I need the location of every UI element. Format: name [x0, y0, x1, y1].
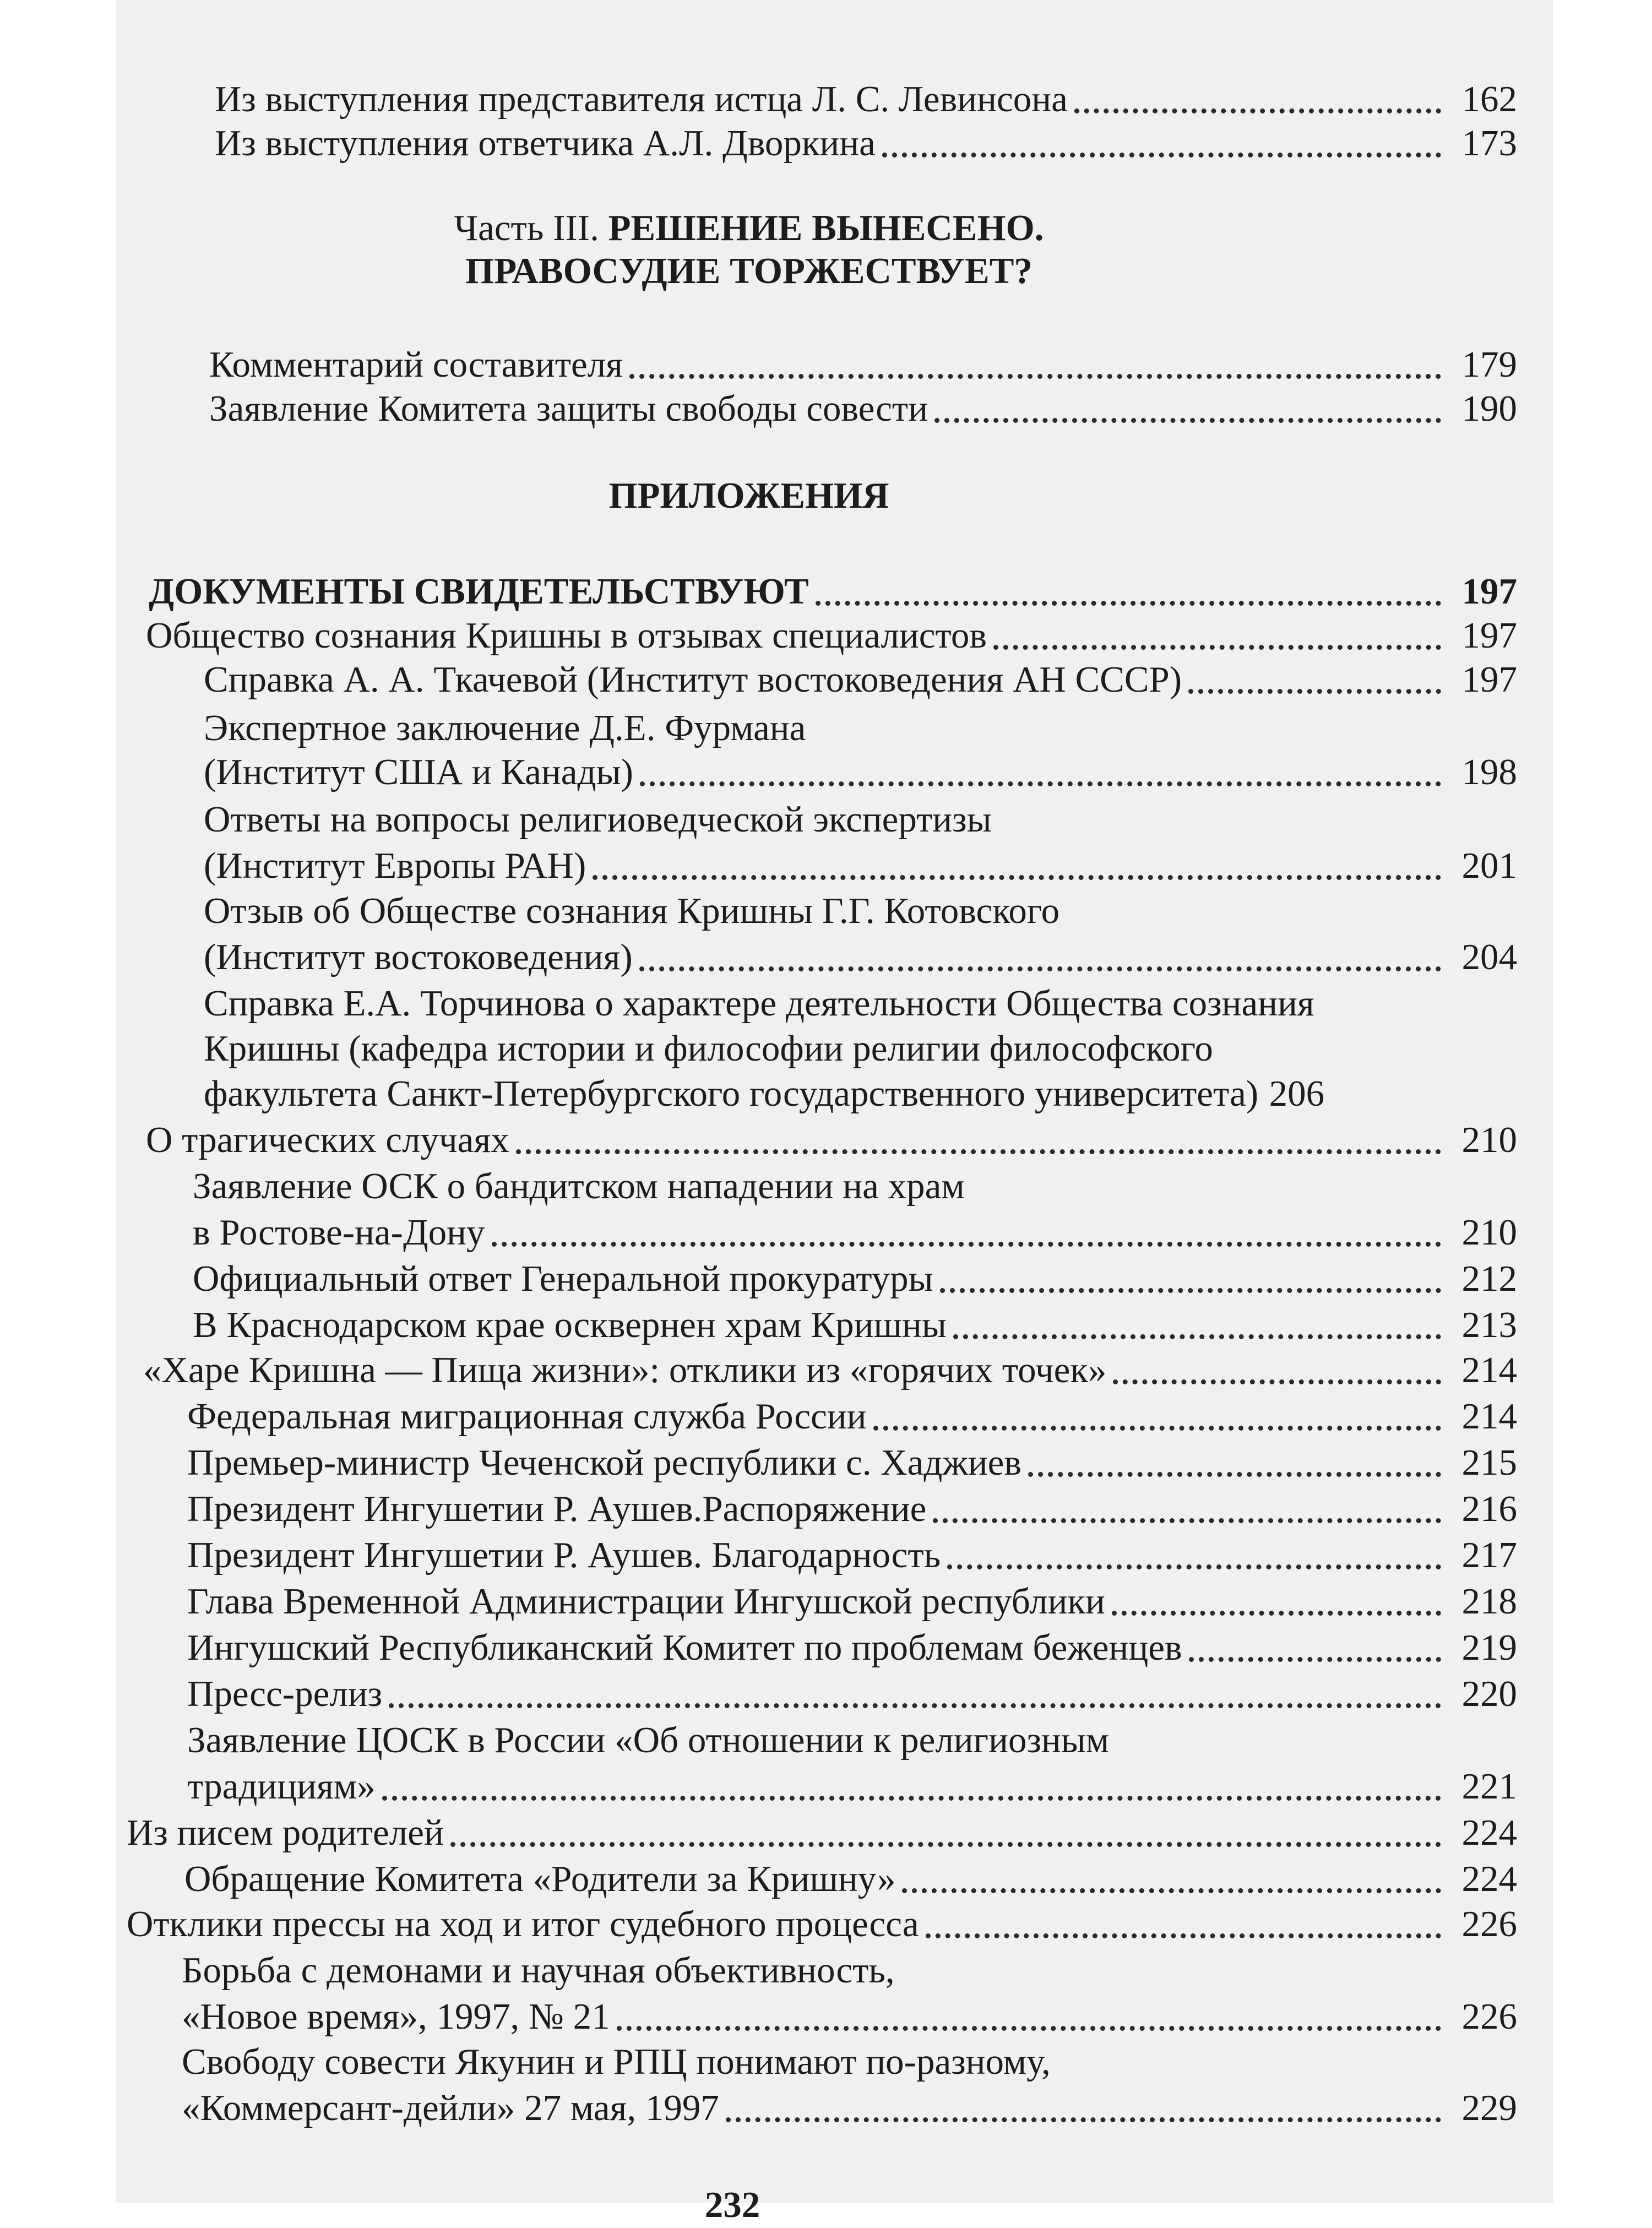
dot-leader — [1112, 1611, 1441, 1616]
dot-leader — [993, 645, 1441, 650]
toc-entry-line: Ответы на вопросы религиоведческой экспертизы — [204, 799, 992, 840]
toc-entry-line: Справка Е.А. Торчинова о характере деятельности Общества сознания — [204, 983, 1314, 1024]
toc-entry-title: «Новое время», 1997, № 21 — [182, 1996, 610, 2037]
toc-entry-line: Заявление ОСК о бандитском нападении на храм — [193, 1166, 965, 1207]
toc-entry-title: Президент Ингушетии Р. Аушев.Распоряжение — [187, 1488, 927, 1529]
table-of-contents — [116, 0, 1553, 2203]
toc-entry-page: 197 — [1461, 571, 1517, 612]
toc-entry-title: «Коммерсант-дейли» 27 мая, 1997 — [182, 2088, 719, 2128]
toc-entry-page: 224 — [1461, 1812, 1517, 1853]
toc-entry-line: Свободу совести Якунин и РПЦ понимают по-разному, — [182, 2041, 1051, 2082]
toc-entry[interactable] — [187, 1624, 1517, 1671]
toc-entry-title: «Харе Кришна — Пища жизни»: отклики из «горячих точек» — [143, 1350, 1107, 1390]
dot-leader — [926, 1933, 1441, 1938]
toc-entry[interactable] — [146, 1117, 1517, 1163]
toc-entry-title: О трагических случаях — [146, 1120, 509, 1160]
toc-entry[interactable] — [184, 1856, 1517, 1902]
toc-entry[interactable] — [127, 1809, 1517, 1856]
toc-entry-title: в Ростове-на-Дону — [193, 1212, 485, 1253]
toc-entry-title: Заявление Комитета защиты свободы совести — [209, 388, 928, 429]
toc-entry[interactable] — [187, 1393, 1517, 1439]
toc-entry-line: Экспертное заключение Д.Е. Фурмана — [204, 708, 806, 748]
toc-entry-title: (Институт США и Канады) — [204, 752, 633, 792]
toc-entry[interactable] — [187, 1439, 1517, 1486]
toc-entry-page: 213 — [1461, 1305, 1517, 1345]
dot-leader — [1189, 1657, 1441, 1662]
toc-entry[interactable] — [204, 843, 1517, 889]
toc-entry-page: 206 — [1269, 1073, 1325, 1114]
toc-entry-page: 226 — [1461, 1996, 1517, 2037]
toc-entry[interactable] — [193, 1256, 1517, 1302]
toc-entry-title: Из выступления представителя истца Л. С. Левинсона — [215, 79, 1068, 119]
dot-leader — [882, 153, 1441, 157]
part-title-line2: ПРАВОСУДИЕ ТОРЖЕСТВУЕТ? — [465, 251, 1032, 291]
toc-entry[interactable] — [187, 1578, 1517, 1624]
dot-leader — [816, 601, 1441, 606]
toc-entry[interactable] — [209, 341, 1517, 388]
part-title-line1: РЕШЕНИЕ ВЫНЕСЕНО. — [608, 208, 1044, 248]
toc-entry-page: 226 — [1461, 1904, 1517, 1944]
toc-entry-page: 214 — [1461, 1396, 1517, 1437]
toc-entry-page: 201 — [1461, 845, 1517, 886]
dot-leader — [516, 1149, 1441, 1154]
toc-entry-line: Отзыв об Обществе сознания Кришны Г.Г. Котовского — [204, 890, 1060, 931]
toc-entry-title: Обращение Комитета «Родители за Кришну» — [184, 1859, 896, 1899]
toc-entry-page: 214 — [1461, 1350, 1517, 1390]
dot-leader — [450, 1842, 1441, 1847]
dot-leader — [902, 1888, 1441, 1893]
toc-entry-page: 212 — [1461, 1258, 1517, 1299]
dot-leader — [873, 1426, 1441, 1431]
toc-entry-page: 229 — [1461, 2088, 1517, 2128]
dot-leader — [1113, 1379, 1441, 1384]
dot-leader — [940, 1288, 1441, 1293]
toc-entry[interactable] — [187, 1671, 1517, 1717]
toc-entry-title: Комментарий составителя — [209, 344, 623, 385]
toc-entry[interactable] — [143, 1347, 1517, 1393]
dot-leader — [382, 1796, 1441, 1801]
toc-entry-page: 210 — [1461, 1212, 1517, 1253]
dot-leader — [1028, 1472, 1441, 1477]
dot-leader — [1188, 689, 1441, 694]
toc-entry-title: Премьер-министр Чеченской республики с. Хаджиев — [187, 1442, 1022, 1483]
dot-leader — [639, 966, 1441, 971]
toc-entry-title: Из писем родителей — [127, 1812, 444, 1853]
toc-entry[interactable] — [209, 385, 1517, 432]
dot-leader — [934, 418, 1441, 423]
toc-entry[interactable] — [146, 612, 1517, 659]
dot-leader — [947, 1564, 1441, 1569]
toc-entry-title: (Институт востоковедения) — [204, 937, 633, 977]
toc-entry[interactable] — [204, 1070, 1517, 1117]
dot-leader — [640, 781, 1441, 786]
part-number: Часть III. — [454, 208, 599, 248]
toc-entry-title: Из выступления ответчика А.Л. Дворкина — [215, 123, 876, 164]
toc-entry[interactable] — [187, 1486, 1517, 1532]
toc-entry-page: 198 — [1461, 752, 1517, 792]
toc-entry-title: Федеральная миграционная служба России — [187, 1396, 867, 1437]
dot-leader — [492, 1242, 1441, 1247]
page-number: 232 — [704, 2184, 760, 2225]
toc-entry-title: Общество сознания Кришны в отзывах специалистов — [146, 615, 987, 656]
toc-entry-title: Пресс-релиз — [187, 1673, 383, 1714]
toc-entry-title: Глава Временной Администрации Ингушской республики — [187, 1581, 1105, 1622]
toc-entry-page: 173 — [1461, 123, 1517, 164]
toc-entry-title: (Институт Европы РАН) — [204, 845, 586, 886]
dot-leader — [933, 1518, 1441, 1523]
toc-entry-page: 217 — [1461, 1535, 1517, 1575]
toc-entry-title: Официальный ответ Генеральной прокуратуры — [193, 1258, 933, 1299]
toc-entry-title: традициям» — [187, 1766, 376, 1807]
toc-entry-page: 197 — [1461, 615, 1517, 656]
toc-entry[interactable] — [204, 749, 1517, 795]
dot-leader — [953, 1334, 1441, 1339]
toc-entry[interactable] — [204, 934, 1517, 980]
toc-entry-title: В Краснодарском крае осквернен храм Кришны — [193, 1305, 947, 1345]
toc-entry-title: Президент Ингушетии Р. Аушев. Благодарность — [187, 1535, 941, 1575]
dot-leader — [593, 875, 1441, 880]
toc-entry-title: Справка А. А. Ткачевой (Институт востоковедения АН СССР) — [204, 659, 1182, 700]
dot-leader — [726, 2117, 1441, 2122]
toc-entry[interactable] — [215, 76, 1517, 122]
toc-entry-page: 190 — [1461, 388, 1517, 429]
toc-entry-title: факультета Санкт-Петербургского государственного университета) — [204, 1073, 1259, 1114]
toc-entry-page: 216 — [1461, 1488, 1517, 1529]
toc-entry-page: 221 — [1461, 1766, 1517, 1807]
toc-entry-page: 220 — [1461, 1673, 1517, 1714]
part-heading — [116, 205, 1382, 251]
toc-entry-title: Отклики прессы на ход и итог судебного процесса — [127, 1904, 919, 1944]
toc-entry[interactable] — [215, 120, 1517, 166]
appendix-heading: ПРИЛОЖЕНИЯ — [608, 475, 889, 516]
toc-entry-line: Борьба с демонами и научная объективность, — [182, 1950, 895, 1991]
toc-entry-title: Ингушский Республиканский Комитет по проблемам беженцев — [187, 1627, 1182, 1668]
toc-entry[interactable] — [187, 1763, 1517, 1809]
toc-entry[interactable] — [193, 1302, 1517, 1348]
toc-entry-page: 179 — [1461, 344, 1517, 385]
toc-entry-page: 162 — [1461, 79, 1517, 119]
toc-entry-line: Кришны (кафедра истории и философии религии философского — [204, 1028, 1213, 1069]
toc-entry-page: 210 — [1461, 1120, 1517, 1160]
toc-entry-title: ДОКУМЕНТЫ СВИДЕТЕЛЬСТВУЮТ — [149, 571, 809, 612]
dot-leader — [629, 374, 1441, 379]
toc-entry[interactable] — [187, 1532, 1517, 1578]
toc-entry[interactable] — [204, 656, 1517, 703]
toc-section-entry[interactable] — [149, 568, 1517, 615]
toc-entry-line: Заявление ЦОСК в России «Об отношении к религиозным — [187, 1720, 1110, 1760]
dot-leader — [389, 1703, 1441, 1708]
dot-leader — [617, 2026, 1441, 2031]
toc-entry[interactable] — [182, 2085, 1517, 2131]
toc-entry-page: 219 — [1461, 1627, 1517, 1668]
toc-entry-page: 204 — [1461, 937, 1517, 977]
toc-entry[interactable] — [182, 1993, 1517, 2040]
dot-leader — [1074, 108, 1441, 113]
toc-entry[interactable] — [193, 1209, 1517, 1256]
toc-entry[interactable] — [127, 1901, 1517, 1947]
toc-entry-page: 224 — [1461, 1859, 1517, 1899]
toc-entry-page: 197 — [1461, 659, 1517, 700]
toc-entry-page: 218 — [1461, 1581, 1517, 1622]
toc-entry-page: 215 — [1461, 1442, 1517, 1483]
